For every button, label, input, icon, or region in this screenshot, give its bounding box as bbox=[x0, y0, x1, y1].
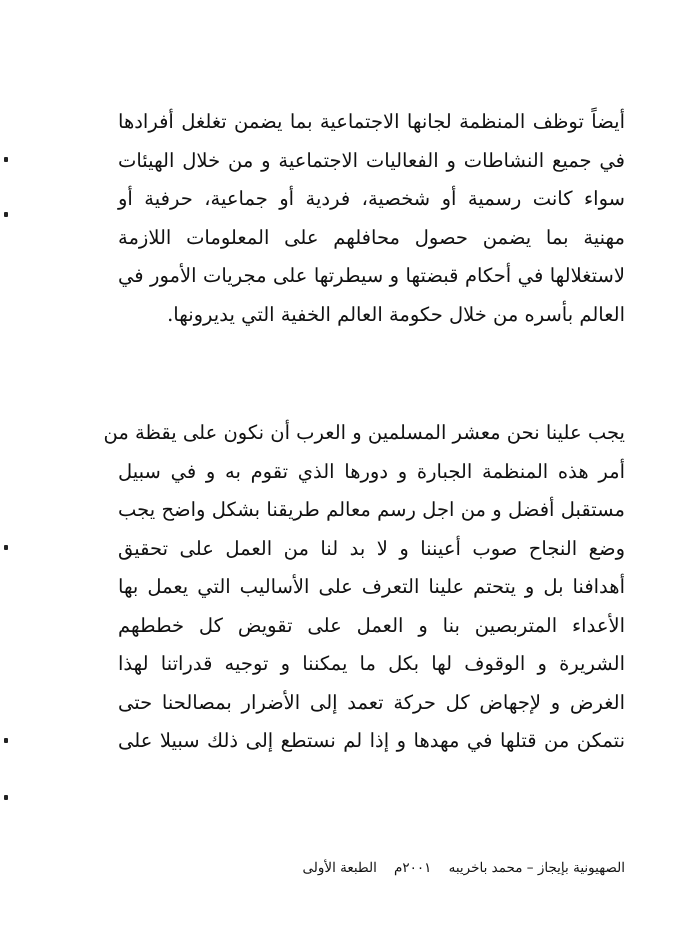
scan-mark bbox=[4, 738, 8, 743]
text-line: نتمكن من قتلها في مهدها و إذا لم نستطع إلى ذلك سبيلا على bbox=[118, 729, 625, 752]
text-line: أهدافنا بل و يتحتم علينا التعرف على الأساليب التي يعمل بها bbox=[118, 575, 625, 598]
scan-mark bbox=[4, 545, 8, 550]
text-line: لاستغلالها في أحكام قبضتها و سيطرتها على مجريات الأمور في bbox=[118, 264, 625, 287]
text-line: أيضاً توظف المنظمة لجانها الاجتماعية بما يضمن تغلغل أفرادها bbox=[118, 110, 625, 133]
text-line: وضع النجاح صوب أعيننا و لا بد لنا من العمل على تحقيق bbox=[118, 536, 625, 560]
text-line: العالم بأسره من خلال حكومة العالم الخفية التي يديرونها. bbox=[167, 302, 625, 326]
text-line: في جميع النشاطات و الفعاليات الاجتماعية و من خلال الهيئات bbox=[118, 148, 625, 172]
text-line: أمر هذه المنظمة الجبارة و دورها الذي تقوم به و في سبيل bbox=[118, 459, 625, 483]
paragraph-2 bbox=[103, 414, 625, 761]
footer-author: محمد باخريبه bbox=[448, 860, 523, 876]
scan-mark bbox=[4, 157, 8, 162]
paragraph-1 bbox=[118, 103, 625, 334]
footer-edition: الطبعة الأولى bbox=[302, 860, 377, 876]
text-line: مهنية بما يضمن حصول محافلهم على المعلومات اللازمة bbox=[118, 225, 625, 249]
scan-mark bbox=[4, 212, 8, 217]
text-line: الشريرة و الوقوف لها بكل ما يمكننا و توجيه قدراتنا لهذا bbox=[118, 652, 625, 675]
footer-year: ٢٠٠١م bbox=[394, 860, 432, 876]
text-line: الغرض و لإجهاض كل حركة تعمد إلى الأضرار بمصالحنا حتى bbox=[118, 690, 625, 714]
text-line: الأعداء المتربصين بنا و العمل على تقويض كل خططهم bbox=[118, 613, 625, 637]
text-line: يجب علينا نحن معشر المسلمين و العرب أن نكون على يقظة من bbox=[103, 421, 625, 444]
scan-mark bbox=[4, 795, 8, 800]
page-footer bbox=[270, 860, 625, 876]
text-line: مستقبل أفضل و من اجل رسم معالم طريقنا بشكل واضح يجب bbox=[118, 498, 625, 521]
footer-book-title: الصهيونية بإيجاز bbox=[537, 860, 625, 876]
text-line: سواء كانت رسمية أو شخصية، فردية أو جماعية، حرفية أو bbox=[118, 187, 625, 210]
footer-separator: – bbox=[526, 860, 534, 876]
